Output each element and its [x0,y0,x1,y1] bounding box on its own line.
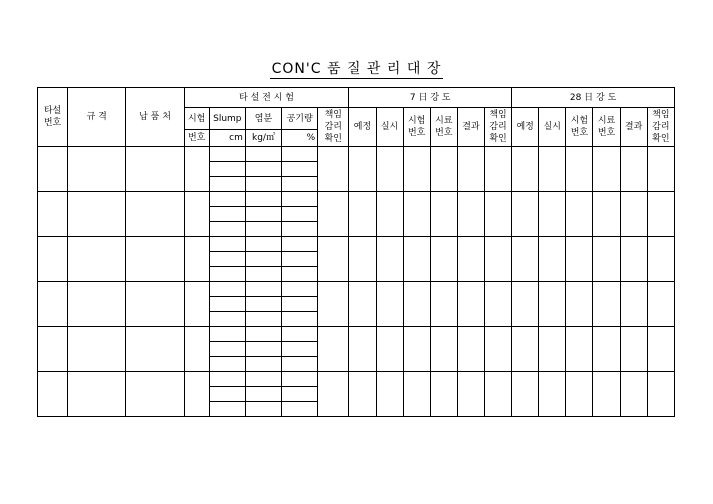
cell-air[interactable] [282,267,318,282]
cell-7-supervisor[interactable] [484,237,511,282]
header-28-actual: 실시 [539,108,566,147]
cell-slump[interactable] [209,402,245,417]
cell-air[interactable] [282,372,318,387]
cell-slump[interactable] [209,297,245,312]
cell-pour-no[interactable] [38,192,68,237]
cell-pre-supervisor[interactable] [318,237,349,282]
cell-pour-no[interactable] [38,282,68,327]
table-row [38,192,675,207]
cell-air[interactable] [282,282,318,297]
cell-air[interactable] [282,342,318,357]
document-title: CON'C 품 질 관 리 대 장 [271,61,442,77]
header-supplier: 납 품 처 [126,88,184,147]
cell-7-sample-no[interactable] [430,192,457,237]
cell-7-supervisor[interactable] [484,327,511,372]
cell-7-result[interactable] [457,372,484,417]
cell-7-supervisor[interactable] [484,282,511,327]
cell-28-test-no[interactable] [566,372,593,417]
cell-28-planned[interactable] [512,282,539,327]
cell-spec[interactable] [68,192,126,237]
header-slump: Slump [209,108,245,130]
header-slump-unit: cm [209,130,245,147]
header-7-sample-no: 시료 번호 [430,108,457,147]
cell-28-supervisor[interactable] [647,372,674,417]
header-28-test-no: 시험 번호 [566,108,593,147]
header-pre-test-group: 타 설 전 시 험 [184,88,349,108]
table-row [38,327,675,342]
cell-test-no[interactable] [184,372,209,417]
cell-pour-no[interactable] [38,147,68,192]
cell-air[interactable] [282,147,318,162]
cell-28-result[interactable] [620,282,647,327]
cell-7-sample-no[interactable] [430,147,457,192]
cell-air[interactable] [282,237,318,252]
cell-salt[interactable] [245,177,281,192]
cell-test-no[interactable] [184,192,209,237]
cell-salt[interactable] [245,222,281,237]
cell-28-actual[interactable] [539,237,566,282]
cell-7-result[interactable] [457,327,484,372]
cell-28-test-no[interactable] [566,237,593,282]
cell-7-supervisor[interactable] [484,147,511,192]
cell-28-actual[interactable] [539,282,566,327]
header-28-planned: 예정 [512,108,539,147]
cell-air[interactable] [282,192,318,207]
cell-slump[interactable] [209,147,245,162]
cell-slump[interactable] [209,162,245,177]
cell-supplier[interactable] [126,372,184,417]
header-7-test-no: 시험 번호 [403,108,430,147]
cell-28-planned[interactable] [512,372,539,417]
cell-salt[interactable] [245,207,281,222]
cell-slump[interactable] [209,357,245,372]
cell-slump[interactable] [209,267,245,282]
cell-28-result[interactable] [620,372,647,417]
cell-pre-supervisor[interactable] [318,327,349,372]
cell-7-actual[interactable] [376,192,403,237]
table-row [38,147,675,162]
cell-salt[interactable] [245,252,281,267]
cell-air[interactable] [282,162,318,177]
cell-spec[interactable] [68,327,126,372]
cell-pour-no[interactable] [38,327,68,372]
cell-7-sample-no[interactable] [430,372,457,417]
cell-7-test-no[interactable] [403,237,430,282]
cell-28-sample-no[interactable] [593,192,620,237]
cell-pour-no[interactable] [38,237,68,282]
cell-air[interactable] [282,252,318,267]
cell-28-test-no[interactable] [566,327,593,372]
cell-salt[interactable] [245,327,281,342]
cell-28-supervisor[interactable] [647,327,674,372]
header-7-actual: 실시 [376,108,403,147]
cell-salt[interactable] [245,387,281,402]
header-pour-no: 타설 번호 [38,88,68,147]
cell-slump[interactable] [209,192,245,207]
cell-air[interactable] [282,327,318,342]
header-28-supervisor: 책임 감리 확인 [647,108,674,147]
header-spec: 규 격 [68,88,126,147]
cell-28-supervisor[interactable] [647,282,674,327]
cell-salt[interactable] [245,267,281,282]
cell-7-actual[interactable] [376,282,403,327]
cell-7-test-no[interactable] [403,282,430,327]
cell-7-actual[interactable] [376,327,403,372]
cell-7-result[interactable] [457,147,484,192]
cell-salt[interactable] [245,342,281,357]
quality-ledger-table [37,87,675,417]
header-salt-unit: kg/㎥ [245,130,281,147]
header-7-result: 결과 [457,108,484,147]
cell-28-sample-no[interactable] [593,327,620,372]
cell-slump[interactable] [209,282,245,297]
cell-28-actual[interactable] [539,327,566,372]
cell-spec[interactable] [68,282,126,327]
cell-28-planned[interactable] [512,237,539,282]
cell-supplier[interactable] [126,192,184,237]
cell-air[interactable] [282,207,318,222]
cell-air[interactable] [282,177,318,192]
cell-spec[interactable] [68,147,126,192]
cell-air[interactable] [282,387,318,402]
cell-slump[interactable] [209,372,245,387]
cell-salt[interactable] [245,147,281,162]
cell-salt[interactable] [245,237,281,252]
cell-28-planned[interactable] [512,147,539,192]
header-7day-group: 7 日 강 도 [349,88,512,108]
cell-28-supervisor[interactable] [647,237,674,282]
cell-air[interactable] [282,402,318,417]
header-salt: 염분 [245,108,281,130]
cell-28-test-no[interactable] [566,147,593,192]
cell-7-planned[interactable] [349,192,376,237]
cell-test-no[interactable] [184,282,209,327]
cell-7-planned[interactable] [349,147,376,192]
cell-slump[interactable] [209,252,245,267]
cell-28-actual[interactable] [539,147,566,192]
cell-test-no[interactable] [184,147,209,192]
cell-28-sample-no[interactable] [593,282,620,327]
cell-slump[interactable] [209,342,245,357]
cell-7-planned[interactable] [349,372,376,417]
cell-7-sample-no[interactable] [430,237,457,282]
header-test-no-bottom: 번호 [184,130,209,147]
cell-pour-no[interactable] [38,372,68,417]
cell-supplier[interactable] [126,327,184,372]
cell-28-result[interactable] [620,192,647,237]
cell-salt[interactable] [245,402,281,417]
header-air: 공기량 [282,108,318,130]
cell-28-supervisor[interactable] [647,192,674,237]
cell-spec[interactable] [68,237,126,282]
cell-7-result[interactable] [457,192,484,237]
cell-28-planned[interactable] [512,192,539,237]
cell-slump[interactable] [209,222,245,237]
cell-7-planned[interactable] [349,282,376,327]
cell-7-test-no[interactable] [403,327,430,372]
cell-pre-supervisor[interactable] [318,192,349,237]
cell-28-test-no[interactable] [566,192,593,237]
cell-28-result[interactable] [620,327,647,372]
cell-salt[interactable] [245,192,281,207]
cell-test-no[interactable] [184,327,209,372]
cell-slump[interactable] [209,237,245,252]
header-28day-group: 28 日 강 도 [512,88,675,108]
table-row [38,372,675,387]
header-air-unit: % [282,130,318,147]
cell-7-planned[interactable] [349,327,376,372]
header-28-sample-no: 시료 번호 [593,108,620,147]
cell-7-test-no[interactable] [403,372,430,417]
cell-28-supervisor[interactable] [647,147,674,192]
cell-7-result[interactable] [457,282,484,327]
cell-28-actual[interactable] [539,192,566,237]
cell-7-sample-no[interactable] [430,327,457,372]
table-row [38,237,675,252]
header-pre-supervisor: 책임 감리 확인 [318,108,349,147]
cell-28-actual[interactable] [539,372,566,417]
cell-air[interactable] [282,222,318,237]
cell-salt[interactable] [245,312,281,327]
cell-7-planned[interactable] [349,237,376,282]
cell-28-sample-no[interactable] [593,237,620,282]
cell-7-supervisor[interactable] [484,372,511,417]
cell-28-planned[interactable] [512,327,539,372]
cell-28-result[interactable] [620,237,647,282]
cell-spec[interactable] [68,372,126,417]
cell-air[interactable] [282,357,318,372]
cell-salt[interactable] [245,357,281,372]
cell-salt[interactable] [245,372,281,387]
header-7-supervisor: 책임 감리 확인 [484,108,511,147]
cell-supplier[interactable] [126,282,184,327]
cell-slump[interactable] [209,327,245,342]
cell-slump[interactable] [209,312,245,327]
cell-pre-supervisor[interactable] [318,372,349,417]
cell-7-actual[interactable] [376,147,403,192]
cell-7-actual[interactable] [376,237,403,282]
cell-pre-supervisor[interactable] [318,282,349,327]
cell-28-test-no[interactable] [566,282,593,327]
cell-7-supervisor[interactable] [484,192,511,237]
cell-test-no[interactable] [184,237,209,282]
cell-pre-supervisor[interactable] [318,147,349,192]
cell-air[interactable] [282,312,318,327]
cell-salt[interactable] [245,162,281,177]
cell-7-sample-no[interactable] [430,282,457,327]
table-row [38,282,675,297]
cell-slump[interactable] [209,207,245,222]
header-test-no-top: 시험 [184,108,209,130]
cell-28-result[interactable] [620,147,647,192]
cell-7-result[interactable] [457,237,484,282]
header-7-planned: 예정 [349,108,376,147]
cell-7-test-no[interactable] [403,192,430,237]
cell-supplier[interactable] [126,237,184,282]
cell-28-sample-no[interactable] [593,372,620,417]
cell-salt[interactable] [245,297,281,312]
header-28-result: 결과 [620,108,647,147]
cell-7-test-no[interactable] [403,147,430,192]
cell-7-actual[interactable] [376,372,403,417]
cell-slump[interactable] [209,387,245,402]
cell-28-sample-no[interactable] [593,147,620,192]
cell-slump[interactable] [209,177,245,192]
cell-air[interactable] [282,297,318,312]
cell-salt[interactable] [245,282,281,297]
cell-supplier[interactable] [126,147,184,192]
